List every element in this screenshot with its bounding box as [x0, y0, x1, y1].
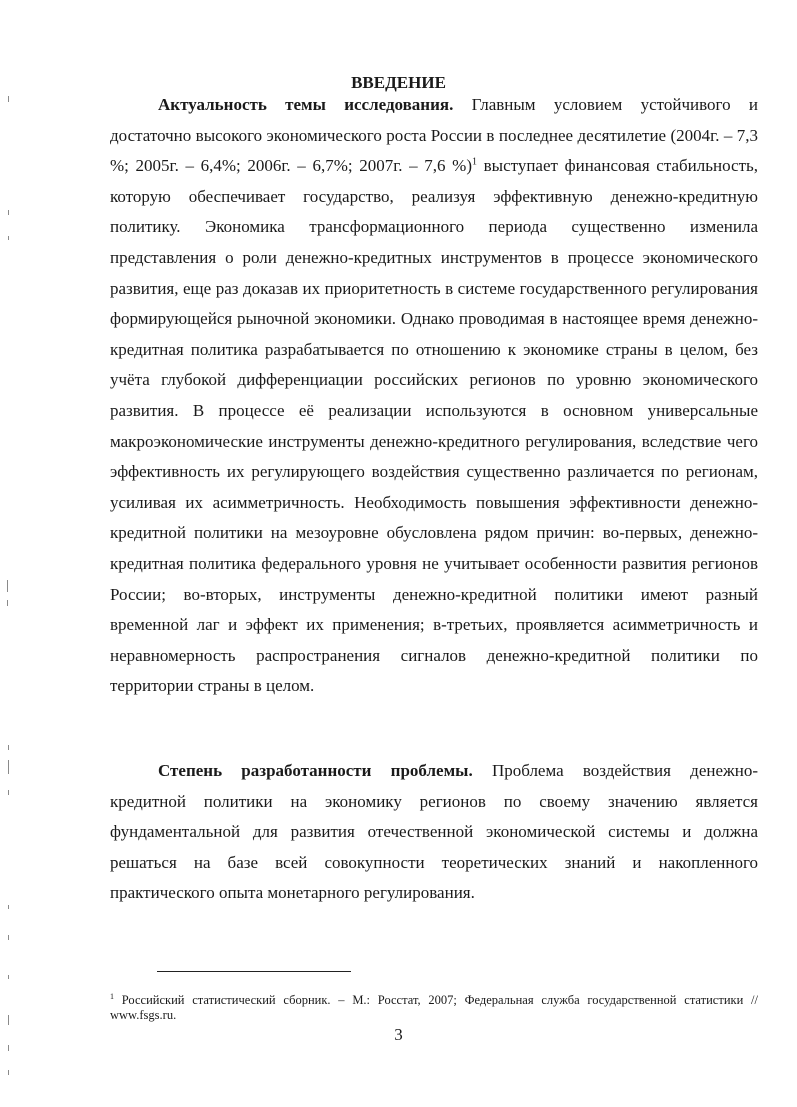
footnote-reference[interactable]: 1: [472, 156, 477, 168]
footnote-divider: [157, 971, 351, 972]
scan-artifact: [8, 905, 9, 909]
paragraph-lead: Актуальность темы исследования.: [158, 95, 454, 114]
scan-artifact: [7, 600, 8, 606]
scan-artifact: [8, 236, 9, 240]
footnote-number: 1: [110, 991, 114, 1001]
scan-artifact: [8, 1045, 9, 1051]
scan-artifact: [8, 1070, 9, 1075]
page-number: 3: [394, 1025, 403, 1044]
scan-artifact: [8, 975, 9, 979]
paragraph-text: Главным условием устойчивого и достаточно высокого экономического роста России в последнее десятилетие (2004г. – 7,3 %; 2005г. – 6,4%; 2006г. – 6,7%; 2007г. – 7,6 %): [110, 95, 758, 176]
section-heading: ВВЕДЕНИЕ: [351, 73, 446, 92]
scan-artifact: [8, 935, 9, 940]
scan-artifact: [8, 760, 9, 774]
scan-artifact: [8, 96, 9, 102]
scan-artifact: [8, 790, 9, 795]
footnote-text: Российский статистический сборник. – М.: Росстат, 2007; Федеральная служба государственной статистики // www.fsgs.ru.: [110, 993, 758, 1022]
paragraph-text: Проблема воздействия денежно-кредитной политики на экономику регионов по своему значению является фундаментальной для развития отечественной экономической системы и должна решаться на базе всей совокупности теоретических знаний и накопленного практического опыта монетарного регулирования.: [110, 761, 759, 903]
paragraph-relevance: [110, 90, 758, 702]
paragraph-lead: Степень разработанности проблемы.: [158, 761, 473, 780]
scan-artifact: [8, 1015, 9, 1025]
scan-artifact: [8, 210, 9, 215]
scan-artifact: [7, 580, 8, 592]
paragraph-development-degree: [110, 756, 758, 909]
scan-artifact: [8, 745, 9, 750]
paragraph-text: выступает финансовая стабильность, которую обеспечивает государство, реализуя эффективную денежно-кредитную политику. Экономика трансформационного периода существенно изменила представления о роли денежно-кредитных инструментов в процессе экономического развития, еще раз доказав их приоритетность в системе государственного регулирования формирующейся рыночной экономики. Однако проводимая в настоящее время денежно-кредитная политика разрабатывается по отношению к экономике страны в целом, без учёта глубокой дифференциации российских регионов по уровню экономического развития. В процессе её реализации используются в основном универсальные макроэкономические инструменты денежно-кредитного регулирования, вследствие чего эффективность их регулирующего воздействия существенно различается по регионам, усиливая их асимметричность. Необходимость повышения эффективности денежно-кредитной политики на мезоуровне обусловлена рядом причин: во-первых, денежно-кредитная политика федерального уровня не учитывает особенности развития регионов России; во-вторых, инструменты денежно-кредитной политики имеют разный временной лаг и эффект их применения; в-третьих, проявляется асимметричность и неравномерность распространения сигналов денежно-кредитной политики по территории страны в целом.: [110, 156, 759, 696]
footnote: [110, 993, 758, 1023]
